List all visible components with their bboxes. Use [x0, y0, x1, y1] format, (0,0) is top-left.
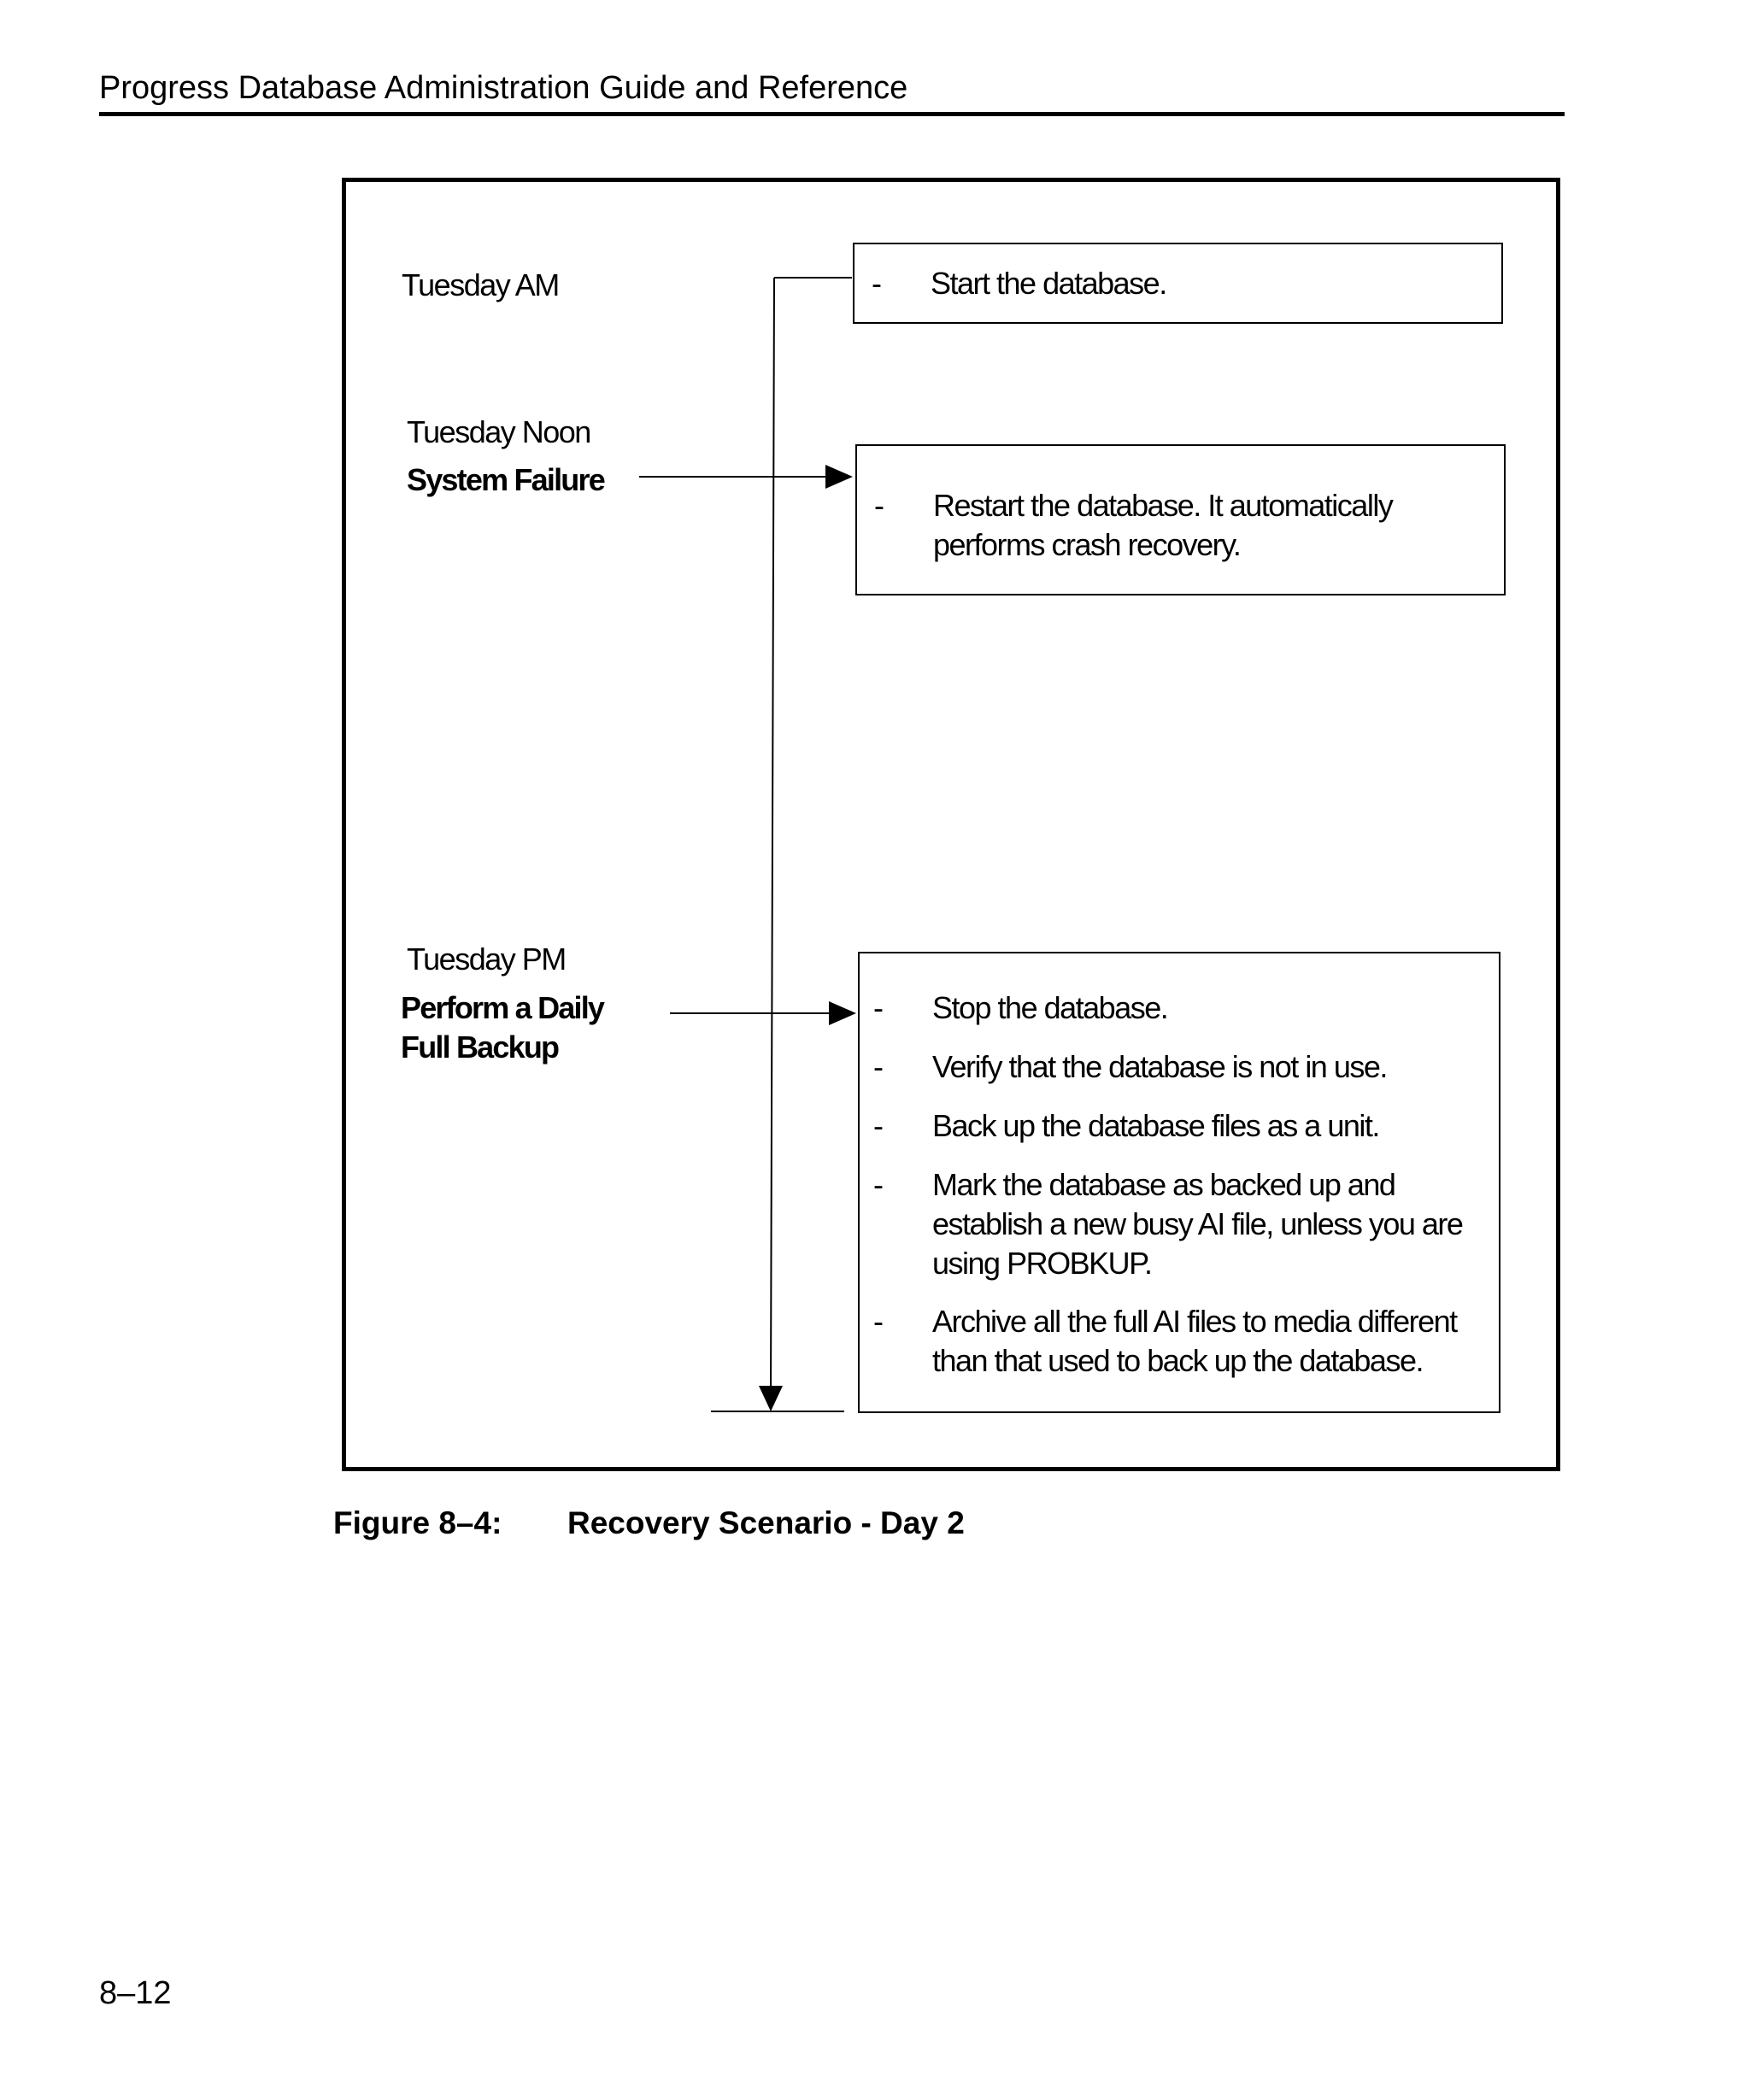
daily-backup-arrowhead	[829, 1001, 856, 1025]
running-header: Progress Database Administration Guide and Reference	[99, 70, 908, 106]
timeline-arrowhead	[759, 1386, 783, 1411]
step-dash: -	[874, 488, 884, 523]
system-failure-arrowhead	[825, 465, 853, 489]
step-box-tuesday-am	[853, 243, 1503, 324]
step-text: Verify that the database is not in use.	[932, 1049, 1387, 1084]
step-text: Archive all the full AI files to media different than that used to back up the database.	[932, 1304, 1457, 1378]
step-dash: -	[873, 1304, 883, 1339]
event-label-daily-backup: Perform a Daily Full Backup	[401, 990, 604, 1065]
step-text: Start the database.	[931, 266, 1166, 301]
step-dash: -	[873, 1049, 883, 1084]
step-text: Restart the database. It automatically performs crash recovery.	[933, 488, 1393, 562]
timeline-axis	[771, 278, 774, 1393]
step-dash: -	[873, 990, 883, 1025]
figure-caption-title: Recovery Scenario - Day 2	[567, 1505, 965, 1540]
time-label-tuesday-noon: Tuesday Noon	[407, 414, 590, 449]
step-dash: -	[873, 1108, 883, 1143]
time-label-tuesday-pm: Tuesday PM	[407, 941, 566, 977]
time-label-tuesday-am: Tuesday AM	[402, 267, 559, 302]
step-text: Stop the database.	[932, 990, 1168, 1025]
step-dash: -	[872, 266, 881, 301]
step-box-tuesday-pm	[858, 952, 1500, 1413]
step-text: Back up the database files as a unit.	[932, 1108, 1379, 1143]
page-number: 8–12	[99, 1975, 172, 2011]
event-label-system-failure: System Failure	[407, 462, 604, 497]
figure-caption-label: Figure 8–4:	[333, 1505, 502, 1540]
step-box-tuesday-noon	[855, 444, 1506, 595]
step-dash: -	[873, 1167, 883, 1202]
step-text: Mark the database as backed up and establish a new busy AI file, unless you are using PROBKUP.	[932, 1167, 1463, 1281]
